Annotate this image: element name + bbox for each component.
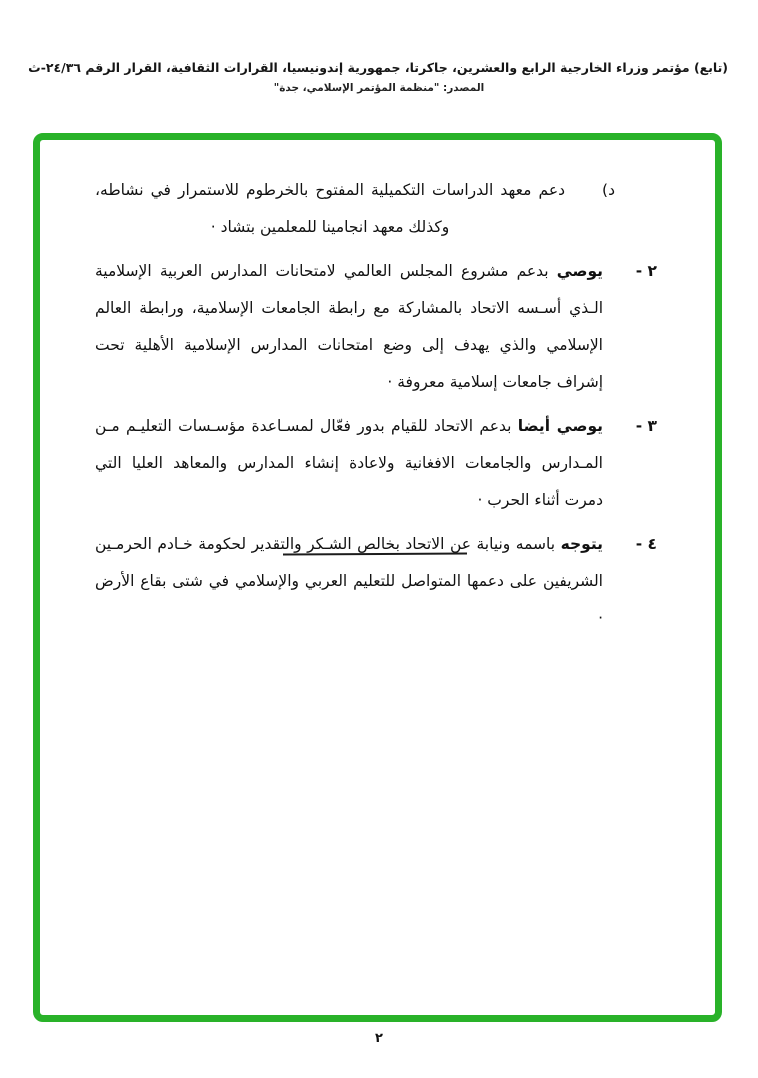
header-title: (تابع) مؤتمر وزراء الخارجية الرابع والعشرين، جاكرتا، جمهورية إندونيسيا، القرارات الثقافية، القرار الرقم ٢٤/٣٦-ث — [28, 60, 728, 75]
resolution-item-3 — [95, 408, 657, 519]
resolution-subitem-d — [95, 172, 657, 246]
item-marker: ٤ - — [635, 535, 657, 553]
item-body-text: بدعم الاتحاد للقيام بدور فعّال لمسـاعدة مؤسـسات التعليـم مـن المـدارس والجامعات الافغانية ولاعادة إنشاء المدارس والمعاهد العليا التي دمرت أثناء الحرب · — [95, 417, 603, 509]
page-number: ٢ — [375, 1031, 383, 1046]
page-number-footer — [0, 1031, 758, 1046]
resolution-body — [40, 140, 715, 644]
item-lead-bold: يوصي — [556, 262, 603, 280]
item-text — [95, 408, 603, 519]
item-text — [95, 526, 603, 637]
item-marker: ٢ - — [635, 262, 657, 280]
item-text — [95, 253, 603, 401]
item-body-text: دعم معهد الدراسات التكميلية المفتوح بالخرطوم للاستمرار في نشاطه، وكذلك معهد انجامينا للمعلمين بتشاد · — [95, 181, 565, 236]
item-body-text: بدعم مشروع المجلس العالمي لامتحانات المدارس العربية الإسلامية الـذي أسـسه الاتحاد بالمشاركة مع رابطة الجامعات الإسلامية، ورابطة العالم الإسلامي والذي يهدف إلى وضع امتحانات المدارس الإسلامية الأهلية تحت إشراف جامعات إسلامية معروفة · — [95, 262, 603, 391]
item-lead-bold: يوصي أيضا — [517, 417, 603, 435]
page-header — [30, 60, 728, 94]
resolution-item-4 — [95, 526, 657, 637]
resolution-item-2 — [95, 253, 657, 401]
item-body-text: باسمه ونيابة عن الاتحاد بخالص الشـكر والتقدير لحكومة خـادم الحرمـين الشريفين على دعمها المتواصل للتعليم العربي والإسلامي في شتى بقاع الأرض · — [95, 535, 603, 627]
item-marker: ٣ - — [635, 417, 657, 435]
item-text — [95, 172, 565, 246]
item-marker: د) — [602, 181, 615, 199]
item-lead-bold: يتوجه — [560, 535, 603, 553]
header-source: المصدر: "منظمة المؤتمر الإسلامي، جدة" — [273, 82, 485, 94]
